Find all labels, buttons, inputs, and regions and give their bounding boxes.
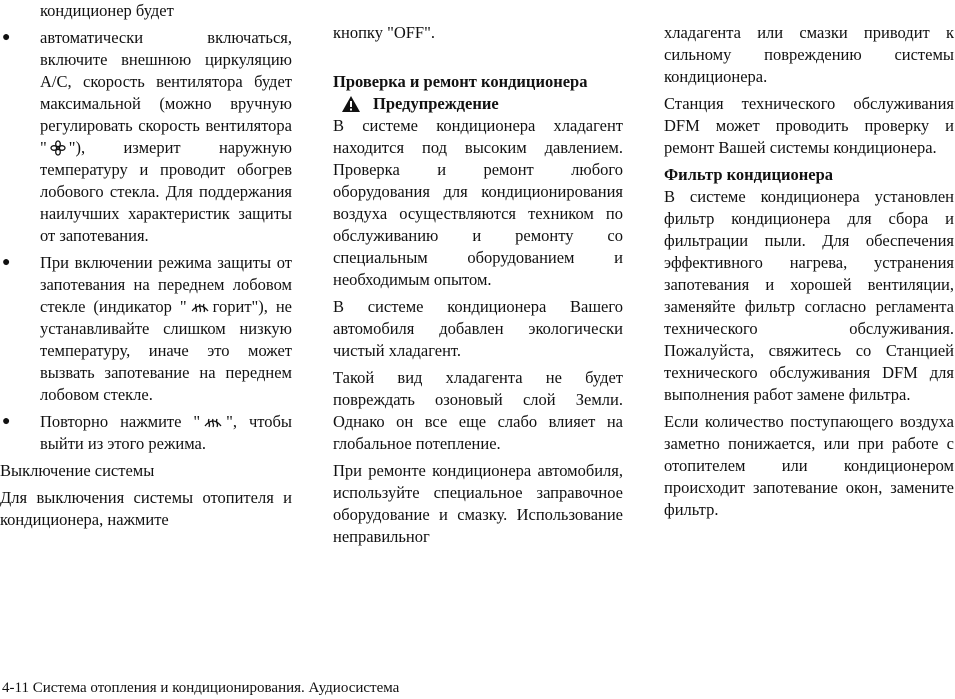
- text-continuation: хладагента или смазки приводит к сильному повреждению системы кондиционера.: [664, 23, 954, 86]
- bullet-text-part: "), измерит наружную температуру и проводит обогрев лобового стекла. Для поддержания наилучших характеристик защиты от запотевания.: [40, 138, 292, 245]
- bullet-dot: ●: [2, 30, 11, 45]
- bullet-text-part: ", чтобы выйти из этого режима.: [40, 412, 293, 453]
- paragraph: Такой вид хладагента не будет повреждать озоновый слой Земли. Однако он все еще слабо влияет на глобальное потепление.: [333, 368, 623, 453]
- bullet-item-auto-defog: [0, 27, 292, 247]
- paragraph: Если количество поступающего воздуха заметно понижается, или при работе с отопителем или кондиционером происходит запотевание окон, замените фильтр.: [664, 412, 954, 519]
- warning-label: [333, 93, 623, 115]
- bullet-text-part: автоматически включаться, включите внешнюю циркуляцию A/C, скорость вентилятора будет максимальной (можно вручную регулировать скорость вентилятора ": [40, 28, 292, 157]
- bullet-text-part: горит"), не устанавливайте слишком низкую температуру, иначе это может вызвать запотевание на переднем лобовом стекле.: [40, 297, 293, 404]
- section-heading: Фильтр кондиционера: [664, 165, 834, 184]
- bullet-item-defog-mode: [0, 252, 292, 406]
- paragraph: Для выключения системы отопителя и кондиционера, нажмите: [0, 488, 292, 529]
- paragraph: Станция технического обслуживания DFM может проводить проверку и ремонт Вашей системы кондиционера.: [664, 94, 954, 157]
- text-continuation: кнопку "OFF".: [333, 23, 435, 42]
- column-right: [664, 22, 954, 521]
- front-defrost-icon: [203, 414, 223, 430]
- front-defrost-icon: [190, 299, 210, 315]
- bullet-text-part: Повторно нажмите ": [40, 412, 201, 431]
- text-continuation: кондиционер будет: [40, 1, 174, 20]
- bullet-dot: ●: [2, 255, 11, 270]
- column-middle: [333, 22, 623, 548]
- section-heading: Проверка и ремонт кондиционера: [333, 72, 588, 91]
- warning-triangle-icon: [341, 95, 361, 113]
- paragraph: В системе кондиционера Вашего автомобиля добавлен экологически чистый хладагент.: [333, 297, 623, 360]
- bullet-item-exit-mode: [0, 411, 292, 455]
- warning-title: Предупреждение: [373, 94, 499, 113]
- column-left: [0, 0, 292, 531]
- page-footer: 4-11 Система отопления и кондиционирования. Аудиосистема: [2, 680, 400, 696]
- paragraph: При ремонте кондиционера автомобиля, используйте специальное заправочное оборудование и смазку. Использование неправильног: [333, 461, 623, 546]
- paragraph: В системе кондиционера хладагент находится под высоким давлением. Проверка и ремонт любого оборудования для кондиционирования воздуха осуществляются техником по обслуживанию и ремонту со специальным оборудованием и необходимым опытом.: [333, 116, 623, 289]
- fan-icon: [50, 140, 66, 156]
- paragraph: В системе кондиционера установлен фильтр кондиционера для сбора и фильтрации пыли. Для обеспечения эффективного нагрева, устранения запотевания и хорошей вентиляции, заменяйте фильтр согласно регламента технического обслуживания. Пожалуйста, свяжитесь со Станцией технического обслуживания DFM для выполнения работ замене фильтра.: [664, 187, 954, 404]
- bullet-text-part: При включении режима защиты от запотевания на переднем лобовом стекле (индикатор ": [40, 253, 292, 316]
- section-subheading: Выключение системы: [0, 461, 155, 480]
- bullet-dot: ●: [2, 414, 11, 429]
